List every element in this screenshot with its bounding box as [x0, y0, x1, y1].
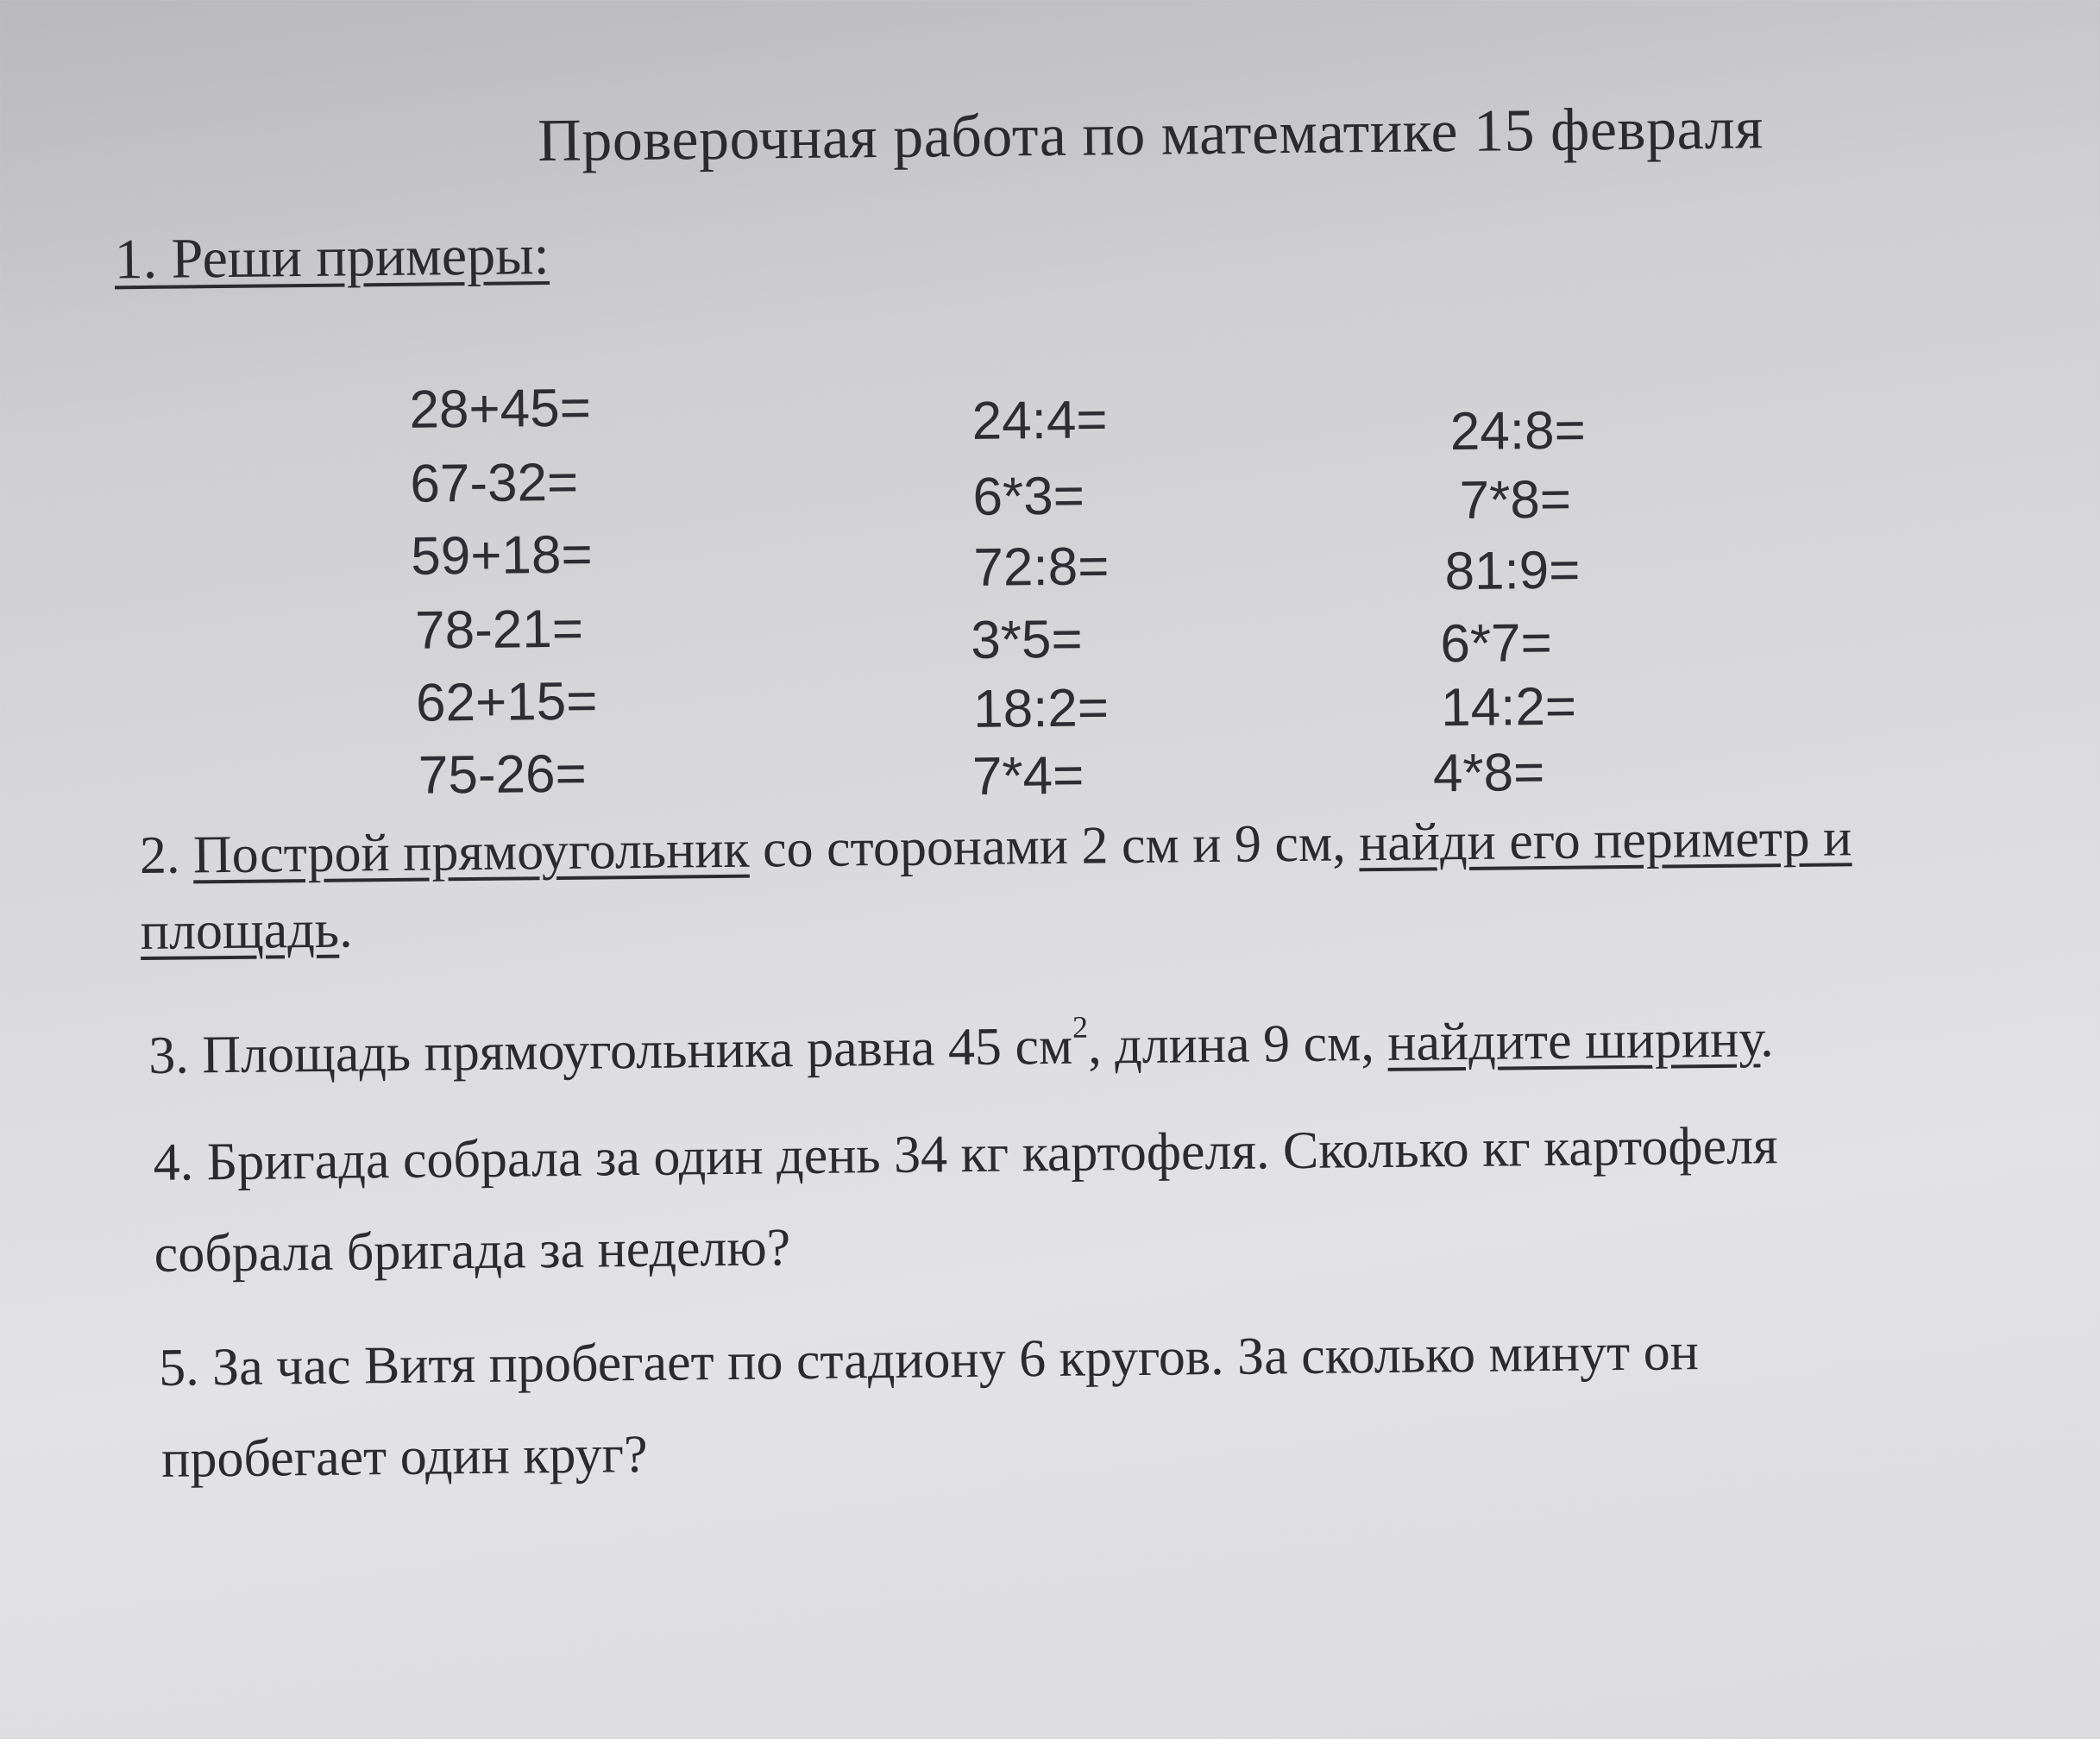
example-col2-5: 18:2=: [972, 678, 1110, 739]
example-col1-4: 78-21=: [414, 599, 584, 661]
example-col3-2: 7*8=: [1459, 469, 1572, 531]
example-col2-6: 7*4=: [971, 745, 1085, 807]
task-3-underlined: найдите ширину: [1386, 1009, 1761, 1072]
example-col3-3: 81:9=: [1444, 540, 1581, 602]
task-2-line2-end: .: [338, 900, 353, 959]
task-3-end: .: [1759, 1009, 1774, 1069]
task-3-text-b: , длина 9 см,: [1087, 1013, 1388, 1076]
example-col2-2: 6*3=: [972, 466, 1085, 527]
example-col1-5: 62+15=: [415, 671, 598, 733]
section-1-heading: [114, 223, 550, 292]
task-3: [148, 1001, 1774, 1087]
example-col1-3: 59+18=: [410, 524, 593, 587]
task-3-text-a: Площадь прямоугольника равна 45 см: [188, 1016, 1073, 1085]
task-4-line-2: собрала бригада за неделю?: [154, 1218, 791, 1284]
section-1-text: Реши примеры:: [171, 223, 550, 291]
task-2-line2-underlined: площадь: [140, 900, 340, 962]
task-3-number: 3.: [148, 1026, 190, 1085]
task-2-underlined-b: найди его периметр и: [1358, 808, 1852, 873]
example-col1-2: 67-32=: [410, 452, 579, 514]
task-2-line-2: [140, 899, 352, 963]
example-col2-3: 72:8=: [973, 537, 1110, 598]
task-2-number: 2.: [139, 826, 180, 886]
task-5-line-2: пробегает один круг?: [160, 1424, 648, 1489]
example-col3-1: 24:8=: [1449, 400, 1587, 462]
task-5-line-1: 5. За час Витя пробегает по стадиону 6 кругов. За сколько минут он: [158, 1322, 1700, 1397]
example-col2-1: 24:4=: [971, 390, 1108, 451]
page-title: Проверочная работа по математике 15 февраля: [537, 95, 1764, 175]
task-2-plain: со сторонами 2 см и 9 см,: [749, 813, 1360, 879]
task-4-line-1: 4. Бригада собрала за один день 34 кг картофеля. Сколько кг картофеля: [153, 1116, 1778, 1192]
example-col3-6: 4*8=: [1432, 743, 1545, 804]
example-col2-4: 3*5=: [970, 609, 1083, 670]
task-2-line-1: [140, 807, 1852, 887]
example-col3-5: 14:2=: [1440, 676, 1577, 738]
example-col1-6: 75-26=: [418, 744, 588, 806]
task-3-superscript: 2: [1072, 1009, 1089, 1045]
example-col1-1: 28+45=: [409, 378, 592, 440]
example-col3-4: 6*7=: [1440, 612, 1553, 675]
task-2-underlined-a: Построй прямоугольник: [192, 819, 750, 885]
section-1-number: 1.: [114, 227, 158, 292]
